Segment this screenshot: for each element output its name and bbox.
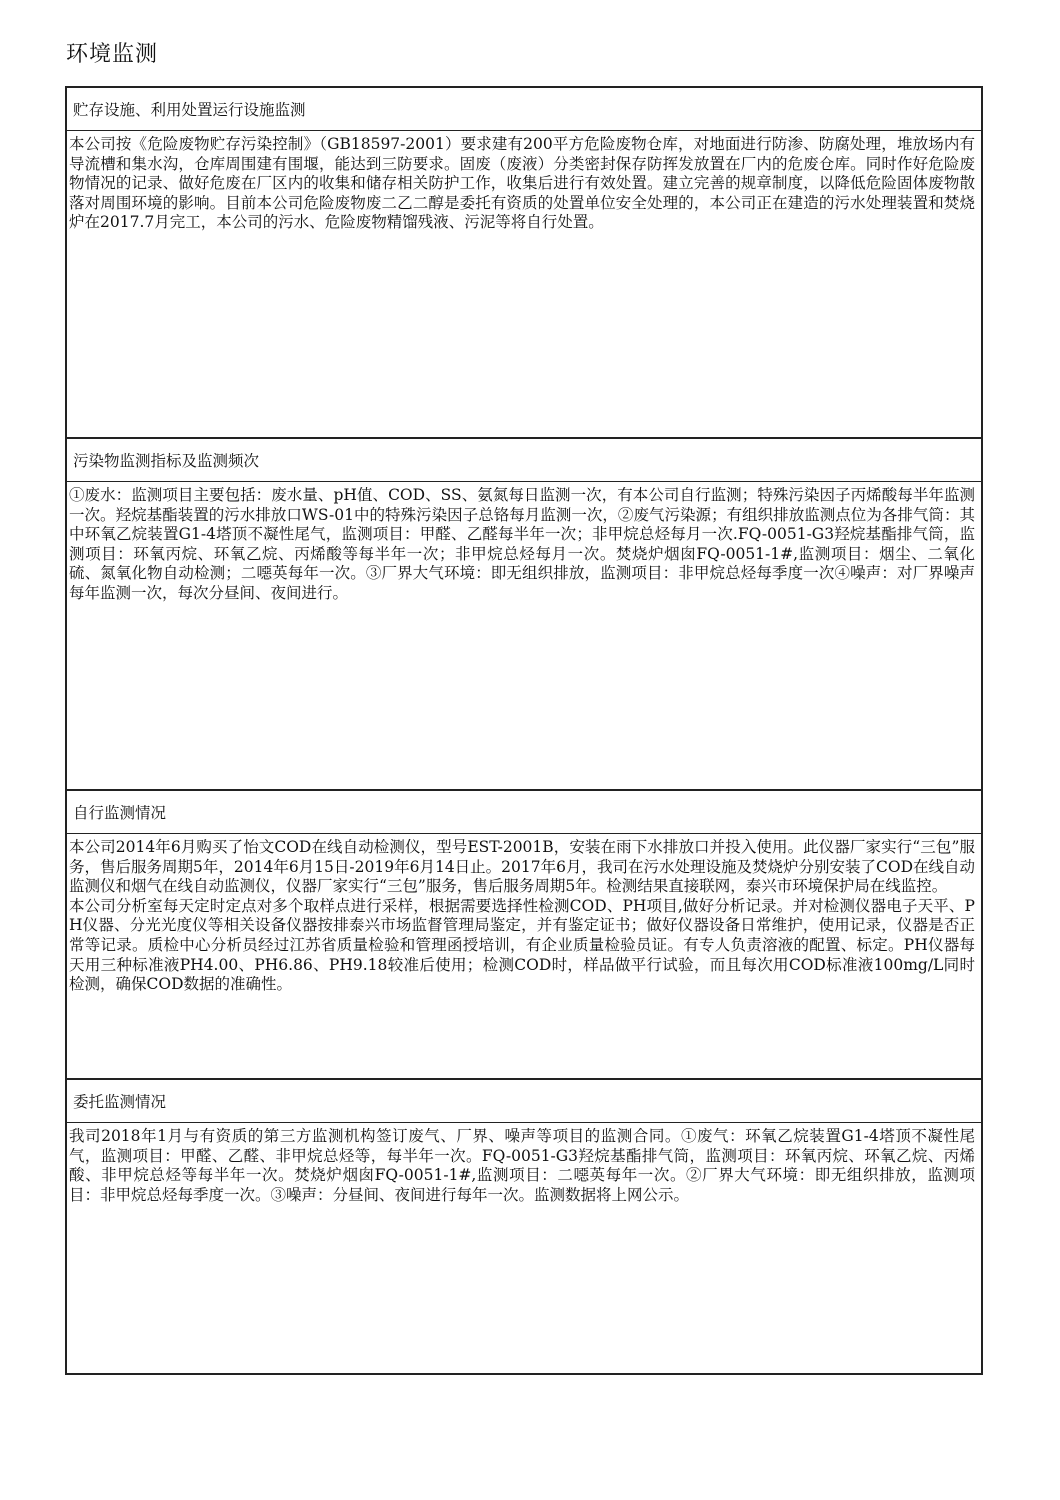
page-title: 环境监测	[66, 42, 159, 67]
section-body-self-monitoring	[67, 834, 981, 1080]
section-body-pollutant-indicators	[67, 482, 981, 791]
paragraph: ①废水：监测项目主要包括：废水量、pH值、COD、SS、氨氮每日监测一次，有本公司自行监测；特殊污染因子丙烯酸每半年监测一次。羟烷基酯装置的污水排放口WS-01中的特殊污染因子总铬每月监测一次，②废气污染源；有组织排放监测点位为各排气筒：其中环氧乙烷装置G1-4塔顶不凝性尾气，监测项目：甲醛、乙醛每半年一次；非甲烷总烃每月一次.FQ-0051-G3羟烷基酯排气筒，监测项目：环氧丙烷、环氧乙烷、丙烯酸等每半年一次；非甲烷总烃每月一次。焚烧炉烟囱FQ-0051-1#,监测项目：烟尘、二氧化硫、氮氧化物自动检测；二噁英每年一次。③厂界大气环境：即无组织排放，监测项目：非甲烷总烃每季度一次④噪声：对厂界噪声每年监测一次，每次分昼间、夜间进行。	[69, 486, 975, 602]
paragraph: 我司2018年1月与有资质的第三方监测机构签订废气、厂界、噪声等项目的监测合同。①废气：环氧乙烷装置G1-4塔顶不凝性尾气，监测项目：甲醛、乙醛、非甲烷总烃等，每半年一次。FQ-0051-G3羟烷基酯排气筒，监测项目：环氧丙烷、环氧乙烷、丙烯酸、非甲烷总烃等每半年一次。焚烧炉烟囱FQ-0051-1#,监测项目：二噁英每年一次。②厂界大气环境：即无组织排放，监测项目：非甲烷总烃每季度一次。③噪声：分昼间、夜间进行每年一次。监测数据将上网公示。	[69, 1127, 975, 1204]
paragraph: 本公司分析室每天定时定点对多个取样点进行采样，根据需要选择性检测COD、PH项目,做好分析记录。并对检测仪器电子天平、PH仪器、分光光度仪等相关设备仪器按排泰兴市场监督管理局鉴定，并有鉴定证书；做好仪器设备日常维护，使用记录，仪器是否正常等记录。质检中心分析员经过江苏省质量检验和管理函授培训，有企业质量检验员证。有专人负责溶液的配置、标定。PH仪器每天用三种标准液PH4.00、PH6.86、PH9.18较准后使用；检测COD时，样品做平行试验，而且每次用COD标准液100mg/L同时检测，确保COD数据的准确性。	[69, 896, 975, 994]
section-heading-storage-facilities: 贮存设施、利用处置运行设施监测	[67, 88, 981, 131]
section-heading-entrusted-monitoring: 委托监测情况	[67, 1080, 981, 1123]
section-body-entrusted-monitoring	[67, 1123, 981, 1373]
paragraph: 本公司按《危险废物贮存污染控制》（GB18597-2001）要求建有200平方危险废物仓库，对地面进行防渗、防腐处理，堆放场内有导流槽和集水沟，仓库周围建有围堰，能达到三防要求。固废（废液）分类密封保存防挥发放置在厂内的危废仓库。同时作好危险废物情况的记录、做好危废在厂区内的收集和储存相关防护工作，收集后进行有效处置。建立完善的规章制度，以降低危险固体废物散落对周围环境的影响。目前本公司危险废物废二乙二醇是委托有资质的处置单位安全处理的，本公司正在建造的污水处理装置和焚烧炉在2017.7月完工，本公司的污水、危险废物精馏残液、污泥等将自行处置。	[69, 135, 975, 232]
monitoring-table	[65, 86, 983, 1375]
paragraph: 本公司2014年6月购买了怡文COD在线自动检测仪，型号EST-2001B，安装在雨下水排放口并投入使用。此仪器厂家实行“三包”服务，售后服务周期5年，2014年6月15日-2019年6月14日止。2017年6月，我司在污水处理设施及焚烧炉分别安装了COD在线自动监测仪和烟气在线自动监测仪，仪器厂家实行“三包”服务，售后服务周期5年。检测结果直接联网，泰兴市环境保护局在线监控。	[69, 838, 975, 896]
section-body-storage-facilities	[67, 131, 981, 439]
section-heading-self-monitoring: 自行监测情况	[67, 791, 981, 834]
section-heading-pollutant-indicators: 污染物监测指标及监测频次	[67, 439, 981, 482]
